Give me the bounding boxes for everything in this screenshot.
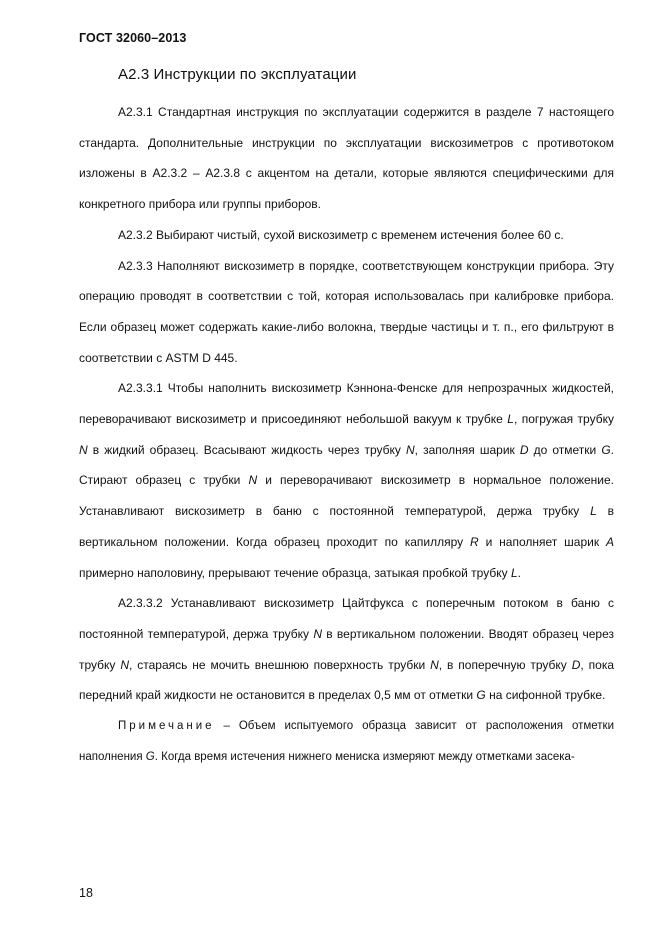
paragraph-a2-3-3-1	[79, 373, 614, 588]
symbol-r: R	[470, 534, 479, 549]
symbol-d: D	[519, 442, 529, 457]
symbol-n: N	[248, 473, 258, 488]
text-run: примерно наполовину, прерывают течение образца, затыкая пробкой трубку	[79, 565, 511, 580]
text-run: , в поперечную трубку	[438, 657, 572, 672]
symbol-g: G	[145, 750, 155, 763]
symbol-g: G	[476, 688, 486, 703]
symbol-d: D	[571, 657, 581, 672]
section-title: А2.3 Инструкции по эксплуатации	[118, 66, 357, 83]
text-run: – Объем испытуемого образца зависит от расположения отметки наполнения	[79, 720, 614, 763]
text-run: в вертикальном положении. Вводят образец через трубку	[79, 626, 614, 672]
paragraph-a2-3-3: А2.3.3 Наполняют вискозиметр в порядке, соответствующем конструкции прибора. Эту операцию проводят в соответствии с той, которая использовалась при калибровке прибора. Если образец может содержать какие-либо волокна, твердые частицы и т. п., его фильтруют в соответствии с ASTM D 445.	[79, 258, 614, 365]
text-run: , пока передний край жидкости не остановится в пределах 0,5 мм от отметки	[79, 657, 615, 703]
text-run: А2.3.3.1 Чтобы наполнить вискозиметр Кэннона-Фенске для непрозрачных жидкостей, переворачивают вискозиметр и присоединяют небольшой вакуум к трубке	[79, 381, 614, 427]
text-run: . Стирают образец с трубки	[79, 442, 615, 488]
symbol-a: A	[605, 534, 614, 549]
paragraph-a2-3-1: А2.3.1 Стандартная инструкция по эксплуатации содержится в разделе 7 настоящего стандарта. Дополнительные инструкции по эксплуатации вискозиметров с противотоком изложены в А2.3.2 – А2.3.8 с акцентом на детали, которые являются специфическими для конкретного прибора или группы приборов.	[79, 105, 614, 212]
document-code-header: ГОСТ 32060–2013	[79, 31, 187, 45]
text-run: в вертикальном положении. Когда образец проходит по капилляру	[79, 504, 614, 549]
text-run: в жидкий образец. Всасывают жидкость через трубку	[87, 442, 406, 457]
text-run: , заполняя шарик	[414, 442, 520, 457]
text-run: А2.3.3.2 Устанавливают вискозиметр Цайтфукса с поперечным потоком в баню с постоянной температурой, держа трубку	[79, 596, 614, 641]
text-run: . Когда время истечения нижнего мениска измеряют между отметками засека-	[154, 750, 575, 763]
text-run: .	[517, 565, 521, 580]
text-run: и наполняет шарик	[478, 534, 606, 549]
text-run: на сифонной трубке.	[485, 688, 606, 703]
symbol-n: N	[430, 657, 439, 672]
note-paragraph	[79, 711, 614, 772]
symbol-l: L	[507, 412, 514, 427]
paragraph-a2-3-3-2	[79, 588, 614, 711]
text-run: , погружая трубку	[513, 412, 614, 427]
symbol-l: L	[590, 504, 597, 519]
text-run: и переворачивают вискозиметр в нормальное положение. Устанавливают вискозиметр в баню с постоянной температурой, держа трубку	[79, 473, 615, 519]
symbol-n: N	[405, 442, 415, 457]
symbol-n: N	[313, 626, 322, 641]
paragraph-a2-3-2: А2.3.2 Выбирают чистый, сухой вискозиметр с временем истечения более 60 с.	[118, 227, 564, 242]
symbol-l: L	[510, 565, 518, 580]
symbol-g: G	[601, 442, 611, 457]
text-run: , стараясь не мочить внешнюю поверхность трубки	[129, 657, 431, 672]
note-label: Примечание	[118, 720, 215, 733]
document-body	[79, 97, 614, 772]
text-run: до отметки	[528, 442, 602, 457]
symbol-n: N	[79, 442, 88, 457]
symbol-n: N	[120, 657, 130, 672]
page-number: 18	[79, 886, 93, 900]
